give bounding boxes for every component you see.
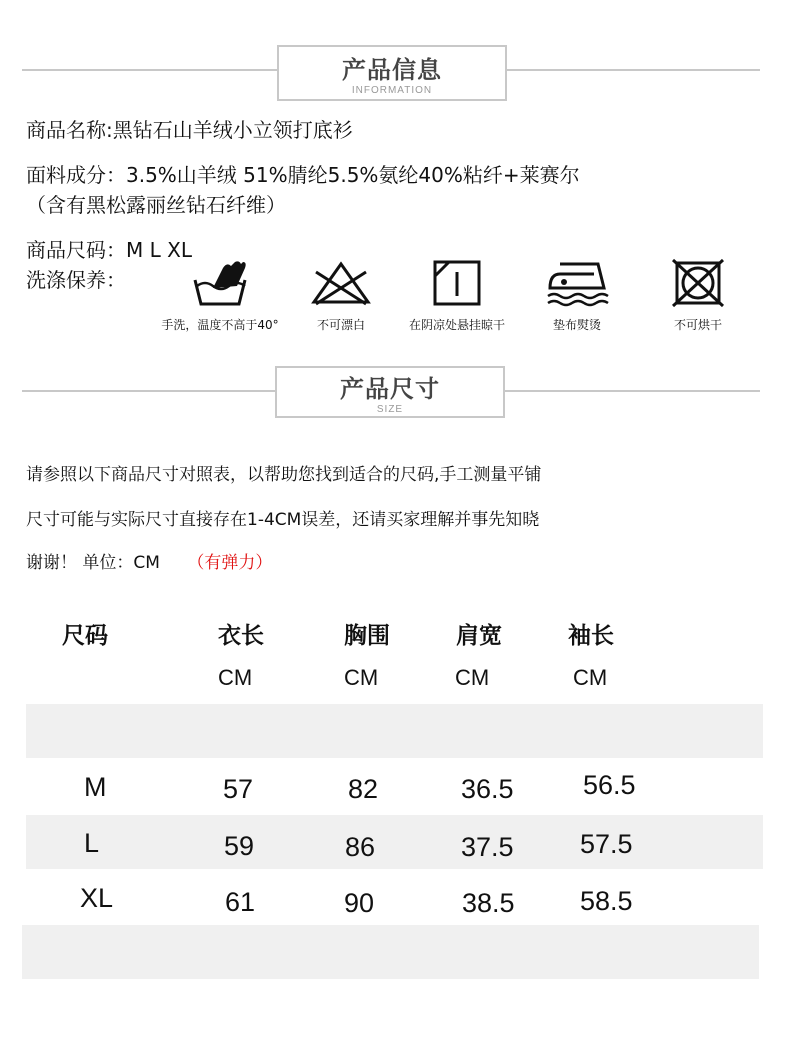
section-title: 产品信息 — [342, 56, 442, 84]
section-title-box — [277, 45, 507, 101]
section-title: 产品尺寸 — [340, 375, 440, 403]
column-unit: CM — [455, 665, 490, 690]
product-sizes: 商品尺码：M L XL — [26, 238, 192, 262]
section-subtitle: SIZE — [376, 404, 404, 415]
table-band — [26, 704, 763, 758]
no-tumble-dry-icon — [663, 258, 733, 308]
chest-cell: 82 — [348, 774, 379, 804]
care-label: 洗涤保养： — [26, 268, 126, 292]
sleeve-cell: 58.5 — [580, 886, 633, 916]
size-cell: XL — [80, 883, 114, 913]
column-unit: CM — [573, 665, 608, 690]
product-name: 商品名称:黑钻石山羊绒小立领打底衫 — [26, 118, 353, 142]
care-item — [623, 258, 773, 333]
fabric-composition: 面料成分：3.5%山羊绒 51%腈纶5.5%氨纶40%粘纤+莱赛尔 — [26, 163, 580, 187]
size-cell: L — [84, 828, 100, 858]
length-cell: 61 — [225, 887, 256, 917]
table-band — [22, 925, 759, 979]
column-header-sleeve: 袖长 — [568, 623, 614, 649]
section-divider-right — [502, 390, 760, 392]
elastic-highlight: （有弹力） — [187, 553, 273, 573]
care-label-text: 不可漂白 — [316, 318, 365, 332]
length-cell: 57 — [223, 774, 254, 804]
shoulder-cell: 36.5 — [461, 774, 514, 804]
column-unit: CM — [218, 665, 253, 690]
section-divider-left — [22, 69, 278, 71]
length-cell: 59 — [224, 831, 255, 861]
measurement-note: 请参照以下商品尺寸对照表，以帮助您找到适合的尺码,手工测量平铺 — [26, 465, 542, 485]
chest-cell: 90 — [344, 888, 375, 918]
column-header-chest: 胸围 — [344, 623, 390, 649]
shoulder-cell: 38.5 — [462, 888, 515, 918]
line-dry-shade-icon — [422, 258, 492, 308]
hand-wash-icon — [185, 258, 255, 308]
column-unit: CM — [344, 665, 379, 690]
column-header-shoulder: 肩宽 — [456, 623, 502, 649]
unit-note — [26, 548, 272, 573]
care-label-text: 垫布熨烫 — [552, 318, 601, 332]
size-cell: M — [84, 772, 107, 802]
iron-with-cloth-icon — [542, 258, 612, 308]
table-band — [26, 815, 763, 869]
shoulder-cell: 37.5 — [461, 832, 514, 862]
section-subtitle: INFORMATION — [351, 85, 433, 96]
section-divider-right — [505, 69, 760, 71]
tolerance-note: 尺寸可能与实际尺寸直接存在1-4CM误差，还请买家理解并事先知晓 — [26, 510, 540, 530]
care-label-text: 在阴凉处悬挂晾干 — [408, 318, 505, 332]
no-bleach-icon — [306, 258, 376, 308]
section-divider-left — [22, 390, 278, 392]
care-label-text: 手洗，温度不高于40° — [161, 318, 279, 332]
care-label-text: 不可烘干 — [673, 318, 722, 332]
column-header-size: 尺码 — [62, 623, 108, 649]
section-title-box — [275, 366, 505, 418]
sleeve-cell: 56.5 — [583, 770, 636, 800]
fabric-composition-note: （含有黑松露丽丝钻石纤维） — [26, 193, 286, 217]
sleeve-cell: 57.5 — [580, 829, 633, 859]
chest-cell: 86 — [345, 832, 376, 862]
column-header-length: 衣长 — [218, 623, 264, 649]
unit-text: 谢谢！ 单位：CM — [26, 553, 160, 573]
